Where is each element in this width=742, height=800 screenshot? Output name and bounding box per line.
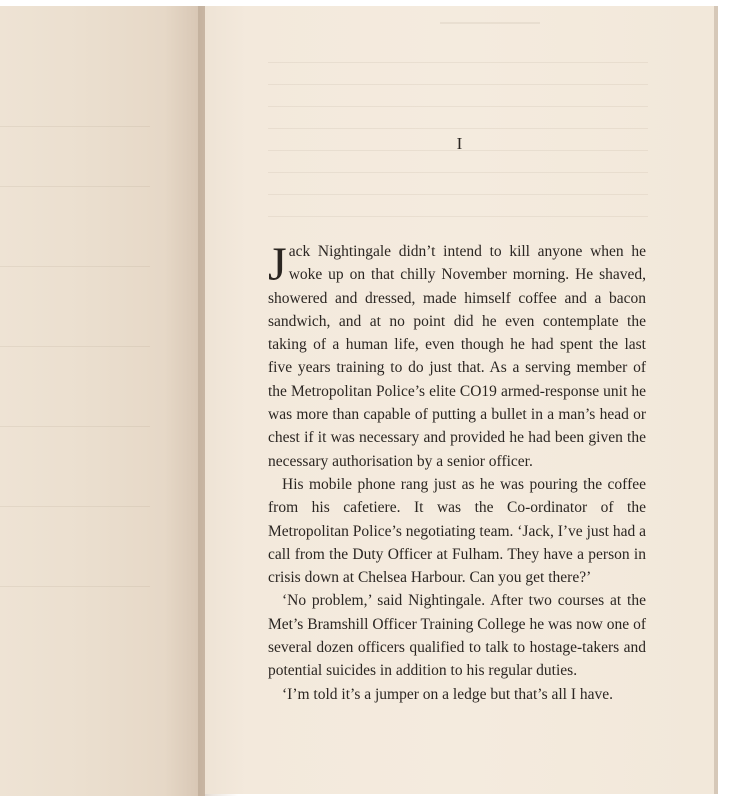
- paragraph: [268, 240, 646, 473]
- show-through-line: [268, 106, 648, 107]
- paragraph-text: ack Nightingale didn’t intend to kill anyone when he woke up on that chilly November morning. He shaved, showered and dressed, made himself coffee and a bacon sandwich, and at no point did he even contemplate the taking of a human life, even though he had spent the last five years training to do just that. As a serving member of the Metropolitan Police’s elite CO19 armed-response unit he was more than capable of putting a bullet in a man’s head or chest if it was necessary and provided he had been given the necessary authorisation by a senior officer.: [268, 243, 646, 470]
- drop-cap: J: [268, 238, 287, 291]
- show-through-line: [268, 128, 648, 129]
- show-through-line: [268, 194, 648, 195]
- chapter-number: I: [456, 134, 464, 153]
- right-page-edge: [714, 6, 718, 794]
- show-through-header: [440, 22, 540, 24]
- paragraph: ‘No problem,’ said Nightingale. After two courses at the Met’s Bramshill Officer Training College he was now one of several dozen officers qualified to talk to hostage-takers and potential suicides in addition to his regular duties.: [268, 592, 646, 680]
- body-text: [268, 240, 646, 706]
- left-page-edge: [0, 6, 205, 796]
- show-through-line: [268, 62, 648, 63]
- paragraph: His mobile phone rang just as he was pouring the coffee from his cafetiere. It was the Co-ordinator of the Metropolitan Police’s negotiating team. ‘Jack, I’ve just had a call from the Duty Officer at Fulham. They have a person in crisis down at Chelsea Harbour. Can you get there?’: [268, 475, 646, 587]
- paragraph: ‘I’m told it’s a jumper on a ledge but that’s all I have.: [282, 685, 614, 703]
- show-through-line: [268, 84, 648, 85]
- show-through-line: [268, 216, 648, 217]
- show-through-line: [268, 172, 648, 173]
